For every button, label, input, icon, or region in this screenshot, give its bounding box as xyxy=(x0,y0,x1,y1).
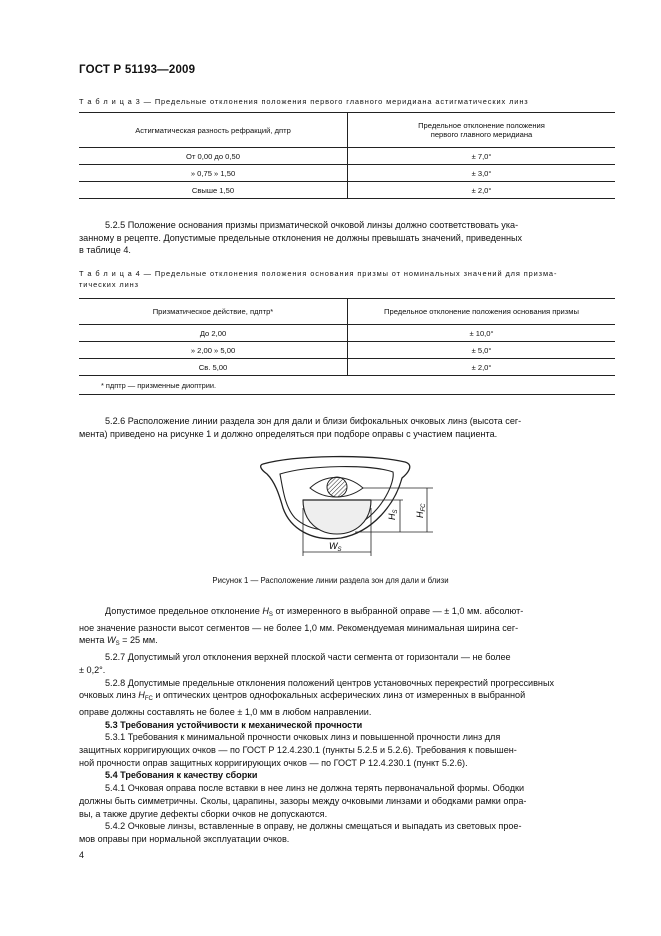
table-row: Свыше 1,50 ± 2,0° xyxy=(79,182,615,199)
paragraph-5-2-8: 5.2.8 Допустимые предельные отклонения положений центров установочных перекрестий прогрессивных xyxy=(105,677,555,688)
document-header: ГОСТ Р 51193—2009 xyxy=(79,64,196,76)
paragraph-5-4-2: 5.4.2 Очковые линзы, вставленные в оправу, не должны смещаться и выпадать из световых прое- xyxy=(105,821,522,832)
figure-caption: Рисунок 1 — Расположение линии раздела зон для дали и близи xyxy=(212,576,449,585)
label-hfc: $H_{FC}$ xyxy=(415,503,427,518)
table4 xyxy=(79,298,615,395)
page-number: 4 xyxy=(79,850,85,860)
table-row: Св. 5,00 ± 2,0° xyxy=(79,359,615,376)
label-ws: $W_S$ xyxy=(329,541,342,553)
table-row: До 2,00 ± 10,0° xyxy=(79,325,615,342)
paragraph-5-2-5: 5.2.5 Положение основания призмы призматической очковой линзы должно соответствовать ука- занному в рецепте. Допустимые предельные отклонения не должны превышать значений, приведенных в таблице 4. xyxy=(79,220,523,256)
table-row: От 0,00 до 0,50 ± 7,0° xyxy=(79,148,615,165)
paragraph-5-2-7: 5.2.7 Допустимый угол отклонения верхней плоской части сегмента от горизонтали — не более xyxy=(105,652,511,663)
bifocal-lens-figure xyxy=(255,452,425,567)
table3-caption: Т а б л и ц а 3 — Предельные отклонения положения первого главного меридиана астигматических линз xyxy=(79,97,529,106)
table-row: » 2,00 » 5,00 ± 5,0° xyxy=(79,342,615,359)
table4-header-col1: Призматическое действие, пдптр* xyxy=(79,299,348,325)
paragraph-hs-tolerance: Допустимое предельное отклонение $H_S$ от измеренного в выбранной оправе — ± 1,0 мм. абсолют- xyxy=(105,606,524,618)
paragraph-5-2-6: 5.2.6 Расположение линии раздела зон для дали и близи бифокальных очковых линз (высота сег- мента) приведено на рисунке 1 и должно определяться при подборе оправы с участием пациента. xyxy=(79,416,522,439)
table3 xyxy=(79,112,615,199)
text-block: Допустимое предельное отклонение $H_S$ от измеренного в выбранной оправе — ± 1,0 мм. абсолют- ное значение разности высот сегментов — не более 1,0 мм. Рекомендуемая минимальная ширина сег- мента $W_S = 25$ мм. 5.2.7 Допустимый угол отклонения верхней плоской части сегмента от горизонтали — не более ± 0,2°. 5.2.8 Допустимые предельные отклонения положений центров установочных перекрестий прогрессивных очковых линз $H_{FC}$ и оптических центров однофокальных асферических линз от измеренных в выбранной оправе должны составлять не более ± 1,0 мм в любом направлении. 5.3 Требования устойчивости к механической прочности 5.3.1 Требования к минимальной прочности очковых линз и повышенной прочности линз для защитных корригирующих очков — по ГОСТ Р 12.4.230.1 (пункты 5.2.5 и 5.2.6). Требования к повышен- ной прочности оправ защитных корригирующих очков — по ГОСТ Р 12.4.230.1 (пункт 5.2.6). 5.4 Требования к качеству сборки 5.4.1 Очковая оправа после вставки в нее линз не должна терять первоначальной формы. Ободки должны быть симметричны. Сколы, царапины, зазоры между очковыми линзами и ободками рамки опра- вы, а также другие дефекты сборки очков не допускаются. 5.4.2 Очковые линзы, вставленные в оправу, не должны смещаться и выпадать из световых прое- мов оправы при нормальной эксплуатации очков. xyxy=(79,605,615,846)
paragraph-5-3-1: 5.3.1 Требования к минимальной прочности очковых линз и повышенной прочности линз для xyxy=(105,732,501,743)
section-heading-5-4: 5.4 Требования к качеству сборки xyxy=(105,770,258,781)
table4-header-col2: Предельное отклонение положения основания призмы xyxy=(348,299,616,325)
table4-caption: Т а б л и ц а 4 — Предельные отклонения положения основания призмы от номинальных значений для призма- тических линз xyxy=(79,269,558,289)
table4-footnote: * пдптр — призменные диоптрии. xyxy=(79,376,615,395)
table3-header-col1: Астигматическая разность рефракций, дптр xyxy=(79,113,348,148)
section-heading-5-3: 5.3 Требования устойчивости к механической прочности xyxy=(105,719,363,730)
table3-header-col2: Предельное отклонение положения первого главного меридиана xyxy=(348,113,616,148)
paragraph-5-4-1: 5.4.1 Очковая оправа после вставки в нее линз не должна терять первоначальной формы. Ободки xyxy=(105,783,525,794)
label-hs: $H_S$ xyxy=(387,509,399,520)
iris-hatched xyxy=(327,477,347,497)
table-row: » 0,75 » 1,50 ± 3,0° xyxy=(79,165,615,182)
